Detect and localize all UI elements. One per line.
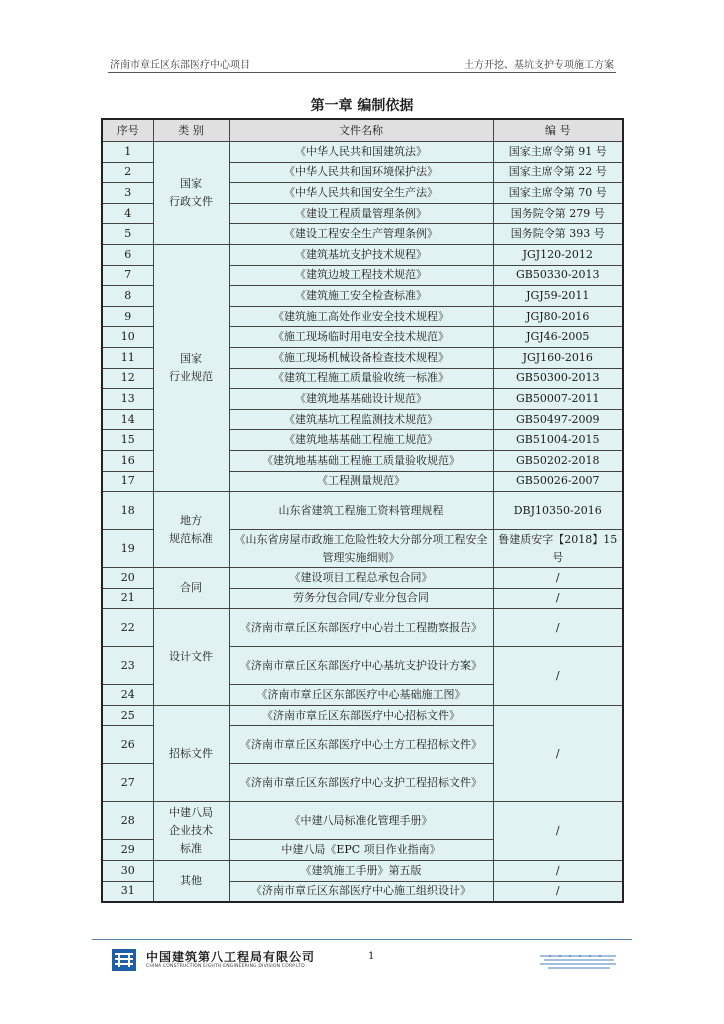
row-number: 17 — [102, 471, 153, 492]
row-number: 19 — [102, 530, 153, 568]
row-category: 设计文件 — [153, 609, 229, 706]
row-document-name: 《工程测量规范》 — [229, 471, 493, 492]
col-header-code: 编 号 — [493, 119, 623, 142]
row-document-code: GB50330-2013 — [493, 265, 623, 286]
row-document-name: 《济南市章丘区东部医疗中心基坑支护设计方案》 — [229, 647, 493, 685]
row-number: 22 — [102, 609, 153, 647]
page-header — [108, 54, 616, 73]
row-number: 28 — [102, 802, 153, 840]
row-document-code: GB50497-2009 — [493, 409, 623, 430]
row-number: 13 — [102, 389, 153, 410]
row-number: 12 — [102, 368, 153, 389]
row-document-name: 《济南市章丘区东部医疗中心招标文件》 — [229, 705, 493, 726]
row-document-name: 《建筑工程施工质量验收统一标准》 — [229, 368, 493, 389]
row-document-name: 《中华人民共和国安全生产法》 — [229, 183, 493, 204]
basis-table — [101, 118, 624, 903]
row-document-code: GB50026-2007 — [493, 471, 623, 492]
page-number: 1 — [368, 951, 375, 962]
row-document-code: 国务院令第 279 号 — [493, 203, 623, 224]
table-row — [102, 802, 623, 840]
footer-company-name: 中国建筑第八工程局有限公司 — [146, 950, 316, 964]
wave-lines-icon — [538, 950, 618, 972]
row-document-code: JGJ80-2016 — [493, 306, 623, 327]
row-number: 2 — [102, 162, 153, 183]
row-document-name: 《建筑基坑支护技术规程》 — [229, 244, 493, 265]
row-document-name: 劳务分包合同/专业分包合同 — [229, 588, 493, 609]
row-document-code: / — [493, 881, 623, 902]
row-document-code: JGJ59-2011 — [493, 286, 623, 307]
row-document-code: / — [493, 802, 623, 861]
row-document-code: GB50300-2013 — [493, 368, 623, 389]
col-header-no: 序号 — [102, 119, 153, 142]
row-number: 26 — [102, 726, 153, 764]
row-number: 5 — [102, 224, 153, 245]
row-number: 16 — [102, 450, 153, 471]
row-number: 14 — [102, 409, 153, 430]
row-document-name: 《济南市章丘区东部医疗中心土方工程招标文件》 — [229, 726, 493, 764]
row-document-code: 国家主席令第 91 号 — [493, 142, 623, 163]
row-number: 7 — [102, 265, 153, 286]
row-category: 国家 行业规范 — [153, 244, 229, 491]
row-number: 4 — [102, 203, 153, 224]
header-doc-title: 土方开挖、基坑支护专项施工方案 — [464, 60, 614, 71]
row-document-name: 《建筑地基基础工程施工规范》 — [229, 430, 493, 451]
row-document-code: / — [493, 861, 623, 882]
row-number: 10 — [102, 327, 153, 348]
row-document-code: 国家主席令第 22 号 — [493, 162, 623, 183]
row-document-name: 《建设项目工程总承包合同》 — [229, 568, 493, 589]
row-document-code: / — [493, 609, 623, 647]
row-document-code: / — [493, 705, 623, 802]
row-number: 31 — [102, 881, 153, 902]
row-number: 11 — [102, 347, 153, 368]
table-row — [102, 609, 623, 647]
row-document-name: 《建筑施工手册》第五版 — [229, 861, 493, 882]
row-category: 地方 规范标准 — [153, 492, 229, 568]
footer-company-en: CHINA CONSTRUCTION EIGHTH ENGINEERING DIVISION CORP.LTD — [146, 964, 305, 969]
col-header-name: 文件名称 — [229, 119, 493, 142]
row-document-name: 中建八局《EPC 项目作业指南》 — [229, 840, 493, 861]
row-document-code: 国务院令第 393 号 — [493, 224, 623, 245]
row-document-code: / — [493, 568, 623, 589]
row-number: 8 — [102, 286, 153, 307]
table-row — [102, 861, 623, 882]
row-category: 中建八局 企业技术 标准 — [153, 802, 229, 861]
row-number: 9 — [102, 306, 153, 327]
row-number: 21 — [102, 588, 153, 609]
row-document-code: GB50007-2011 — [493, 389, 623, 410]
row-document-name: 《建筑施工安全检查标准》 — [229, 286, 493, 307]
row-number: 27 — [102, 764, 153, 802]
table-row — [102, 142, 623, 163]
row-document-code: GB51004-2015 — [493, 430, 623, 451]
row-document-name: 《中华人民共和国建筑法》 — [229, 142, 493, 163]
row-document-code: JGJ160-2016 — [493, 347, 623, 368]
row-category: 国家 行政文件 — [153, 142, 229, 245]
row-document-name: 《施工现场机械设备检查技术规程》 — [229, 347, 493, 368]
row-category: 合同 — [153, 568, 229, 609]
chapter-title: 第一章 编制依据 — [310, 98, 414, 114]
row-number: 20 — [102, 568, 153, 589]
row-document-name: 《施工现场临时用电安全技术规范》 — [229, 327, 493, 348]
row-number: 1 — [102, 142, 153, 163]
row-document-name: 《济南市章丘区东部医疗中心施工组织设计》 — [229, 881, 493, 902]
row-document-name: 山东省建筑工程施工资料管理规程 — [229, 492, 493, 530]
row-document-name: 《建筑地基基础工程施工质量验收规范》 — [229, 450, 493, 471]
row-number: 23 — [102, 647, 153, 685]
table-row — [102, 244, 623, 265]
row-number: 18 — [102, 492, 153, 530]
row-number: 6 — [102, 244, 153, 265]
row-document-code: / — [493, 588, 623, 609]
table-row — [102, 568, 623, 589]
row-document-code: 鲁建质安字【2018】15 号 — [493, 530, 623, 568]
row-number: 25 — [102, 705, 153, 726]
row-number: 3 — [102, 183, 153, 204]
row-document-code: 国家主席令第 70 号 — [493, 183, 623, 204]
row-document-name: 《中建八局标准化管理手册》 — [229, 802, 493, 840]
row-category: 招标文件 — [153, 705, 229, 802]
header-project-name: 济南市章丘区东部医疗中心项目 — [110, 60, 250, 71]
row-number: 29 — [102, 840, 153, 861]
row-document-name: 《济南市章丘区东部医疗中心基础施工图》 — [229, 685, 493, 706]
row-document-name: 《山东省房屋市政施工危险性较大分部分项工程安全管理实施细则》 — [229, 530, 493, 568]
row-document-code: JGJ120-2012 — [493, 244, 623, 265]
row-document-name: 《建设工程质量管理条例》 — [229, 203, 493, 224]
row-document-name: 《建筑施工高处作业安全技术规程》 — [229, 306, 493, 327]
row-category: 其他 — [153, 861, 229, 902]
row-document-name: 《建筑地基基础设计规范》 — [229, 389, 493, 410]
col-header-category: 类 别 — [153, 119, 229, 142]
row-document-code: DBJ10350-2016 — [493, 492, 623, 530]
footer-divider — [92, 939, 632, 940]
row-document-name: 《中华人民共和国环境保护法》 — [229, 162, 493, 183]
row-document-name: 《济南市章丘区东部医疗中心岩土工程勘察报告》 — [229, 609, 493, 647]
table-row — [102, 492, 623, 530]
row-document-name: 《建筑基坑工程监测技术规范》 — [229, 409, 493, 430]
row-document-code: / — [493, 647, 623, 706]
row-document-name: 《建设工程安全生产管理条例》 — [229, 224, 493, 245]
table-row — [102, 705, 623, 726]
table-header-row — [102, 119, 623, 142]
row-document-code: JGJ46-2005 — [493, 327, 623, 348]
row-number: 24 — [102, 685, 153, 706]
row-document-name: 《建筑边坡工程技术规范》 — [229, 265, 493, 286]
row-number: 30 — [102, 861, 153, 882]
row-document-name: 《济南市章丘区东部医疗中心支护工程招标文件》 — [229, 764, 493, 802]
cscec-logo-icon — [112, 949, 136, 971]
row-document-code: GB50202-2018 — [493, 450, 623, 471]
row-number: 15 — [102, 430, 153, 451]
